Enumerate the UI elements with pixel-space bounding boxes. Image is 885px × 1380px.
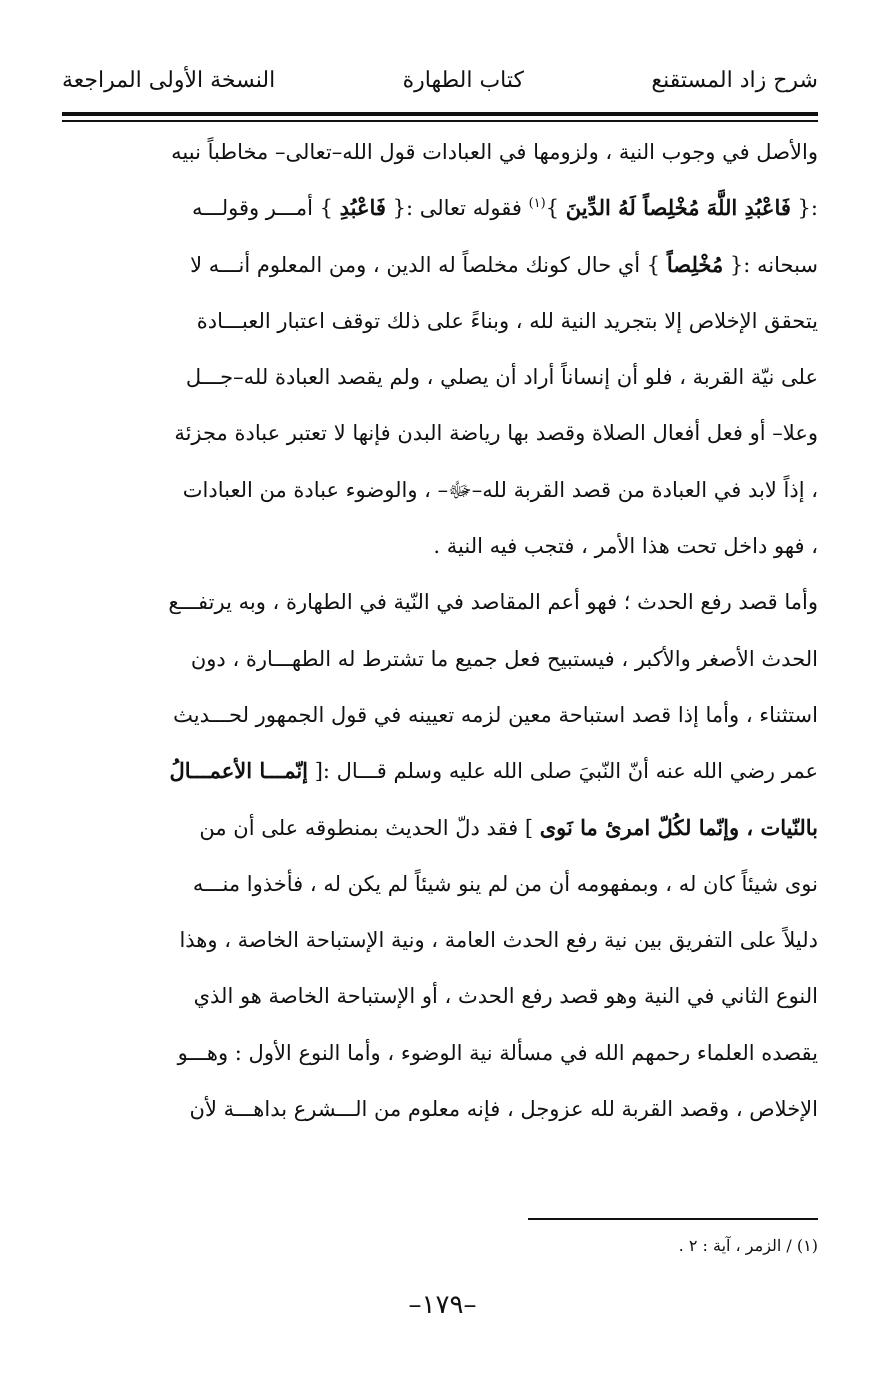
header-rule-thin xyxy=(62,120,818,122)
text-line xyxy=(62,912,818,968)
text-line xyxy=(62,1025,818,1081)
brace-close: } xyxy=(545,196,566,221)
text-line xyxy=(62,293,818,349)
line-text: نوى شيئاً كان له ، وبمفهومه أن من لم ينو شيئاً لم يكن له ، فأخذوا منـــه xyxy=(192,871,818,896)
header-edition-note: النسخة الأولى المراجعة xyxy=(62,67,276,93)
text-line xyxy=(62,462,818,518)
body-text xyxy=(62,124,818,1137)
text-line xyxy=(62,856,818,912)
text-line xyxy=(62,574,818,630)
text-line xyxy=(62,968,818,1024)
text-line xyxy=(62,687,818,743)
line-text: النوع الثاني في النية وهو قصد رفع الحدث ، أو الإستباحة الخاصة هو الذي xyxy=(193,984,818,1009)
line-text: } أي حال كونك مخلصاً له الدين ، ومن المعلوم أنـــه لا xyxy=(190,252,667,277)
quran-quote: مُخْلِصاً xyxy=(666,251,724,277)
hadith-quote: بالنّيات ، وإنّما لكُلّ امرئ ما نَوى xyxy=(539,814,818,840)
header-chapter-title: كتاب الطهارة xyxy=(402,67,524,93)
quran-quote: فَاعْبُدِ اللَّهَ مُخْلِصاً لَهُ الدِّينَ xyxy=(565,195,791,221)
text-line xyxy=(62,800,818,856)
text-line xyxy=(62,518,818,574)
text-line xyxy=(62,631,818,687)
text-line xyxy=(62,180,818,236)
text-line xyxy=(62,124,818,180)
line-text: ، إذاً لابد في العبادة من قصد القربة لله–ﷻ– ، والوضوء عبادة من العبادات xyxy=(182,477,818,502)
line-text: عمر رضي الله عنه أنّ النّبيَ صلى الله عليه وسلم قـــال :[ xyxy=(308,759,818,784)
line-text: الإخلاص ، وقصد القربة لله عزوجل ، فإنه معلوم من الـــشرع بداهـــة لأن xyxy=(189,1097,818,1122)
line-text: الحدث الأصغر والأكبر ، فيستبيح فعل جميع ما تشترط له الطهـــارة ، دون xyxy=(190,646,818,671)
header-book-title: شرح زاد المستقنع xyxy=(651,67,818,93)
line-text: سبحانه :{ xyxy=(723,252,818,277)
running-header xyxy=(62,58,818,102)
brace-open: :{ xyxy=(790,196,818,221)
quran-quote: فَاعْبُدِ xyxy=(339,195,386,221)
line-text: يقصده العلماء رحمهم الله في مسألة نية الوضوء ، وأما النوع الأول : وهـــو xyxy=(177,1040,818,1065)
text-line xyxy=(62,349,818,405)
line-text: والأصل في وجوب النية ، ولزومها في العبادات قول الله–تعالى– مخاطباً نبيه xyxy=(171,140,818,164)
hadith-quote: إنّمـــا الأعمـــالُ xyxy=(169,758,309,784)
text-line xyxy=(62,1081,818,1137)
line-text: ، فهو داخل تحت هذا الأمر ، فتجب فيه النية . xyxy=(433,534,818,559)
line-text: } أمـــر وقولـــه xyxy=(191,196,340,221)
page-number: –١٧٩– xyxy=(408,1290,477,1320)
text-line xyxy=(62,237,818,293)
line-text: على نيّة القربة ، فلو أن إنساناً أراد أن يصلي ، ولم يقصد العبادة لله–جـــل xyxy=(185,365,818,390)
text-line xyxy=(62,743,818,799)
footnote-separator xyxy=(528,1218,818,1220)
line-text: وعلا– أو فعل أفعال الصلاة وقصد بها رياضة البدن فإنها لا تعتبر عبادة مجزئة xyxy=(174,421,818,446)
line-text: استثناء ، وأما إذا قصد استباحة معين لزمه تعيينه في قول الجمهور لحـــديث xyxy=(173,702,818,727)
header-rule-thick xyxy=(62,112,818,116)
line-text: يتحقق الإخلاص إلا بتجريد النية لله ، وبناءً على ذلك توقف اعتبار العبـــادة xyxy=(196,308,818,333)
footnote-marker[interactable]: (١) xyxy=(528,196,546,212)
line-text: ] فقد دلّ الحديث بمنطوقه على أن من xyxy=(199,815,540,840)
line-text: فقوله تعالى :{ xyxy=(385,196,529,221)
line-text: دليلاً على التفريق بين نية رفع الحدث العامة ، ونية الإستباحة الخاصة ، وهذا xyxy=(179,928,818,953)
line-text: وأما قصد رفع الحدث ؛ فهو أعم المقاصد في النّية في الطهارة ، وبه يرتفـــع xyxy=(168,590,818,615)
text-line xyxy=(62,405,818,461)
footnote: (١) / الزمر ، آية : ٢ . xyxy=(678,1236,818,1255)
